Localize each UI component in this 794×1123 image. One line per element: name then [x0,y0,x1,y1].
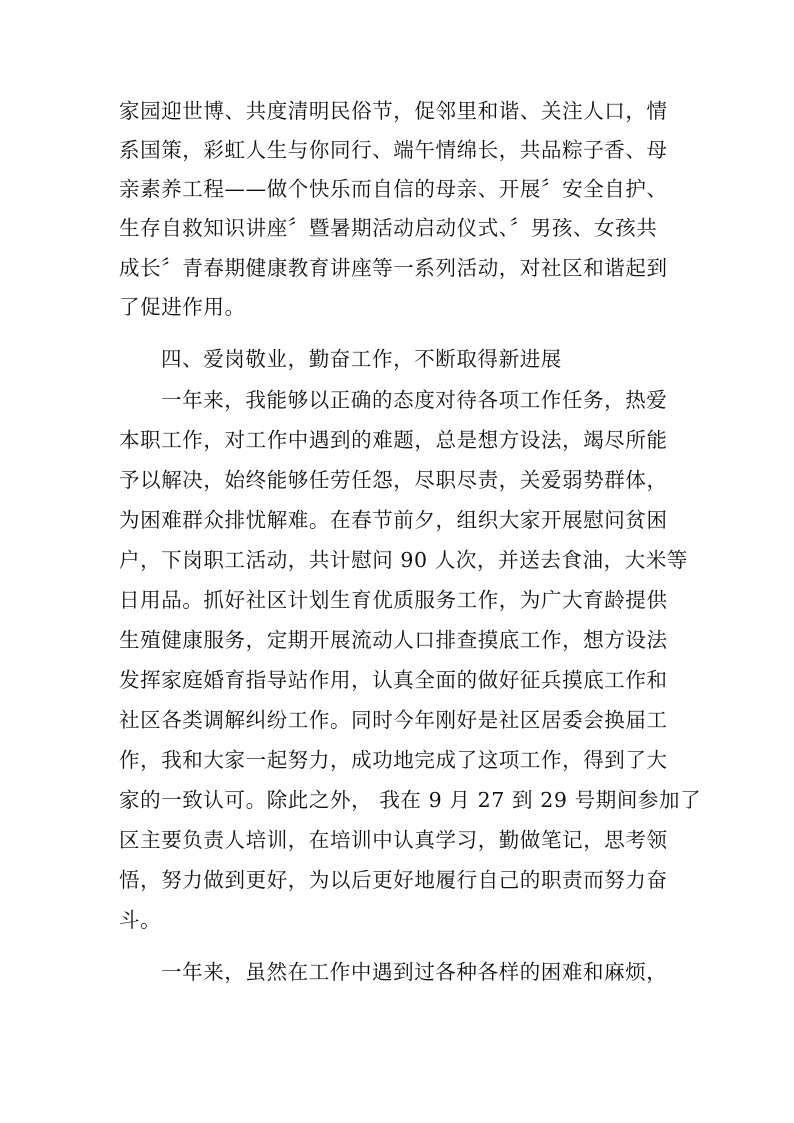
text-line: 为困难群众排忧解难。在春节前夕，组织大家开展慰问贫困 [119,508,668,532]
text-line: 成长〞青春期健康教育讲座等一系列活动，对社区和谐起到 [119,256,668,280]
text-line: 区主要负责人培训，在培训中认真学习，勤做笔记，思考领 [119,828,668,852]
text-line: 生殖健康服务，定期开展流动人口排查摸底工作，想方设法 [119,628,668,652]
text-line: 了促进作用。 [119,295,246,319]
text-line: 本职工作，对工作中遇到的难题，总是想方设法，竭尽所能 [119,428,668,452]
section-heading: 四、爱岗敬业，勤奋工作，不断取得新进展 [161,347,562,371]
text-line: 日用品。抓好社区计划生育优质服务工作，为广大育龄提供 [119,588,668,612]
text-line: 作，我和大家一起努力，成功地完成了这项工作，得到了大 [119,748,668,772]
text-line: 斗。 [119,908,162,932]
text-line: 悟，努力做到更好，为以后更好地履行自己的职责而努力奋 [119,868,668,892]
text-line: 家园迎世博、共度清明民俗节，促邻里和谐、关注人口，情 [119,99,668,123]
text-line: 户，下岗职工活动，共计慰问 90 人次，并送去食油，大米等 [119,548,689,572]
text-line: 予以解决，始终能够任劳任怨，尽职尽责，关爱弱势群体， [119,468,668,492]
paragraph-first-line: 一年来，虽然在工作中遇到过各种各样的困难和麻烦， [161,960,668,984]
paragraph-first-line: 一年来，我能够以正确的态度对待各项工作任务，热爱 [161,388,668,412]
text-line: 亲素养工程——做个快乐而自信的母亲、开展〞安全自护、 [119,177,668,201]
text-line: 社区各类调解纠纷工作。同时今年刚好是社区居委会换届工 [119,708,668,732]
text-line: 生存自救知识讲座〞暨暑期活动启动仪式、〞男孩、女孩共 [119,216,658,240]
text-line: 发挥家庭婚育指导站作用，认真全面的做好征兵摸底工作和 [119,668,668,692]
text-line: 系国策，彩虹人生与你同行、端午情绵长，共品粽子香、母 [119,138,668,162]
text-line: 家的一致认可。除此之外， 我在 9 月 27 到 29 号期间参加了 [119,788,702,812]
